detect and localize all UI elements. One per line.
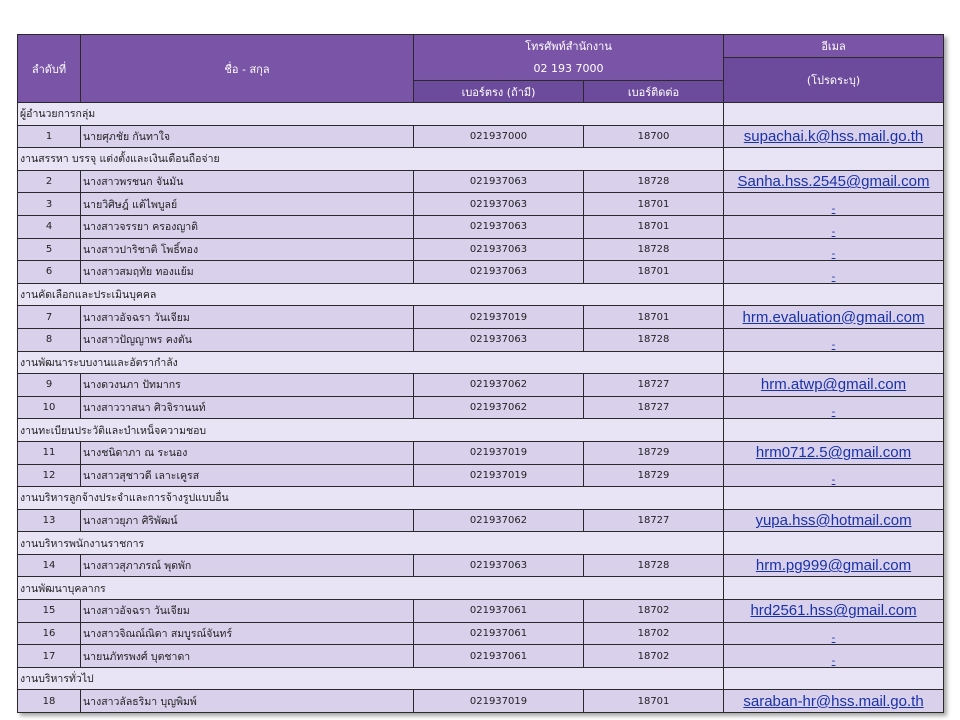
group-title: งานบริหารพนักงานราชการ <box>18 532 414 555</box>
group-empty-cell <box>414 419 584 442</box>
row-extension: 18702 <box>584 645 724 668</box>
row-direct-number: 021937019 <box>414 306 584 329</box>
group-empty-cell <box>584 283 724 306</box>
row-number: 2 <box>18 170 81 193</box>
header-email-note: (โปรดระบุ) <box>724 58 944 103</box>
row-name: นางสาวปัญญาพร คงตัน <box>81 328 414 351</box>
group-empty-cell <box>724 351 944 374</box>
group-row <box>18 667 944 690</box>
row-extension: 18701 <box>584 306 724 329</box>
table-row <box>18 170 944 193</box>
group-empty-cell <box>724 419 944 442</box>
row-direct-number: 021937019 <box>414 441 584 464</box>
group-empty-cell <box>414 487 584 510</box>
row-email-empty: - <box>724 193 944 216</box>
group-title: งานบริหารทั่วไป <box>18 667 414 690</box>
row-email-empty: - <box>724 396 944 419</box>
row-name: นางสาวอัจฉรา วันเจียม <box>81 306 414 329</box>
table-row <box>18 396 944 419</box>
row-extension: 18728 <box>584 238 724 261</box>
row-direct-number: 021937063 <box>414 328 584 351</box>
group-empty-cell <box>414 577 584 600</box>
row-number: 9 <box>18 374 81 397</box>
row-email-link[interactable]: hrm.atwp@gmail.com <box>724 374 944 397</box>
row-number: 15 <box>18 600 81 623</box>
table-row <box>18 193 944 216</box>
row-number: 6 <box>18 261 81 284</box>
row-name: นางชนิดาภา ณ ระนอง <box>81 441 414 464</box>
header-direct-number: เบอร์ตรง (ถ้ามี) <box>414 81 584 103</box>
header-no: ลำดับที่ <box>18 35 81 103</box>
row-email-empty: - <box>724 261 944 284</box>
group-empty-cell <box>584 351 724 374</box>
row-extension: 18729 <box>584 441 724 464</box>
table-row <box>18 554 944 577</box>
row-email-empty: - <box>724 328 944 351</box>
row-email-link[interactable]: yupa.hss@hotmail.com <box>724 509 944 532</box>
row-extension: 18727 <box>584 509 724 532</box>
group-empty-cell <box>414 148 584 171</box>
row-email-link[interactable]: supachai.k@hss.mail.go.th <box>724 125 944 148</box>
row-name: นางสาวสุภาภรณ์ พุดพัก <box>81 554 414 577</box>
row-name: นางสาวลัลธริมา บุญพิมพ์ <box>81 690 414 713</box>
row-email-link[interactable]: hrm.evaluation@gmail.com <box>724 306 944 329</box>
row-email-empty: - <box>724 622 944 645</box>
group-empty-cell <box>724 667 944 690</box>
table-row <box>18 690 944 713</box>
row-number: 10 <box>18 396 81 419</box>
row-extension: 18728 <box>584 170 724 193</box>
row-name: นางสาวพรชนก จันมัน <box>81 170 414 193</box>
row-number: 11 <box>18 441 81 464</box>
row-direct-number: 021937062 <box>414 374 584 397</box>
group-empty-cell <box>414 283 584 306</box>
row-extension: 18701 <box>584 193 724 216</box>
group-empty-cell <box>414 532 584 555</box>
row-email-empty: - <box>724 215 944 238</box>
row-name: นางสาวปาริชาติ โพธิ์ทอง <box>81 238 414 261</box>
row-name: นายนภัทรพงศ์ บุตชาดา <box>81 645 414 668</box>
row-name: นางสาวจิณณ์ณิดา สมบูรณ์จันทร์ <box>81 622 414 645</box>
table-row <box>18 645 944 668</box>
group-row <box>18 419 944 442</box>
group-row <box>18 577 944 600</box>
row-name: นางสาวสมฤทัย ทองแย้ม <box>81 261 414 284</box>
header-office-phone: โทรศัพท์สำนักงาน <box>414 35 724 58</box>
header-extension: เบอร์ติดต่อ <box>584 81 724 103</box>
table-row <box>18 464 944 487</box>
row-direct-number: 021937063 <box>414 215 584 238</box>
row-name: นางสาววาสนา ศิวจิรานนท์ <box>81 396 414 419</box>
group-title: งานพัฒนาระบบงานและอัตรากำลัง <box>18 351 414 374</box>
row-direct-number: 021937062 <box>414 509 584 532</box>
table-row <box>18 328 944 351</box>
row-name: นางสาวจรรยา ครองญาติ <box>81 215 414 238</box>
row-name: นายวิศิษฎ์ แต้ไพบูลย์ <box>81 193 414 216</box>
row-extension: 18700 <box>584 125 724 148</box>
row-email-link[interactable]: hrm0712.5@gmail.com <box>724 441 944 464</box>
group-empty-cell <box>414 667 584 690</box>
row-number: 7 <box>18 306 81 329</box>
row-direct-number: 021937061 <box>414 645 584 668</box>
table-row <box>18 374 944 397</box>
group-empty-cell <box>724 283 944 306</box>
row-email-link[interactable]: Sanha.hss.2545@gmail.com <box>724 170 944 193</box>
group-row <box>18 351 944 374</box>
group-title: งานทะเบียนประวัติและบำเหน็จความชอบ <box>18 419 414 442</box>
row-number: 13 <box>18 509 81 532</box>
group-title: งานคัดเลือกและประเมินบุคคล <box>18 283 414 306</box>
row-extension: 18728 <box>584 554 724 577</box>
row-extension: 18729 <box>584 464 724 487</box>
group-empty-cell <box>584 532 724 555</box>
row-direct-number: 021937063 <box>414 261 584 284</box>
row-number: 3 <box>18 193 81 216</box>
row-name: นายศุภชัย กันทาใจ <box>81 125 414 148</box>
row-email-empty: - <box>724 464 944 487</box>
row-direct-number: 021937019 <box>414 464 584 487</box>
row-extension: 18702 <box>584 600 724 623</box>
row-direct-number: 021937063 <box>414 238 584 261</box>
row-direct-number: 021937063 <box>414 554 584 577</box>
table-row <box>18 215 944 238</box>
row-number: 8 <box>18 328 81 351</box>
group-empty-cell <box>724 532 944 555</box>
group-empty-cell <box>414 103 584 126</box>
row-direct-number: 021937061 <box>414 600 584 623</box>
group-empty-cell <box>414 351 584 374</box>
group-empty-cell <box>584 487 724 510</box>
row-number: 16 <box>18 622 81 645</box>
row-extension: 18728 <box>584 328 724 351</box>
row-email-empty: - <box>724 645 944 668</box>
table-row <box>18 306 944 329</box>
group-row <box>18 532 944 555</box>
row-name: นางดวงนภา ปัทมากร <box>81 374 414 397</box>
row-email-empty: - <box>724 238 944 261</box>
group-empty-cell <box>724 148 944 171</box>
row-extension: 18701 <box>584 690 724 713</box>
group-empty-cell <box>584 103 724 126</box>
header-name: ชื่อ - สกุล <box>81 35 414 103</box>
table-row <box>18 261 944 284</box>
row-direct-number: 021937063 <box>414 193 584 216</box>
group-row <box>18 103 944 126</box>
row-number: 4 <box>18 215 81 238</box>
row-number: 14 <box>18 554 81 577</box>
row-extension: 18702 <box>584 622 724 645</box>
table-row <box>18 509 944 532</box>
group-empty-cell <box>584 577 724 600</box>
table-row <box>18 622 944 645</box>
row-direct-number: 021937000 <box>414 125 584 148</box>
row-direct-number: 021937062 <box>414 396 584 419</box>
row-email-link[interactable]: hrm.pg999@gmail.com <box>724 554 944 577</box>
row-direct-number: 021937019 <box>414 690 584 713</box>
group-empty-cell <box>724 577 944 600</box>
row-email-link[interactable]: hrd2561.hss@gmail.com <box>724 600 944 623</box>
group-row <box>18 148 944 171</box>
row-name: นางสาวสุชาวดี เลาะเคูรส <box>81 464 414 487</box>
row-number: 5 <box>18 238 81 261</box>
group-row <box>18 283 944 306</box>
group-empty-cell <box>584 148 724 171</box>
row-extension: 18727 <box>584 374 724 397</box>
row-number: 18 <box>18 690 81 713</box>
row-extension: 18727 <box>584 396 724 419</box>
row-direct-number: 021937063 <box>414 170 584 193</box>
group-empty-cell <box>724 487 944 510</box>
group-empty-cell <box>724 103 944 126</box>
row-extension: 18701 <box>584 215 724 238</box>
staff-contact-table <box>17 34 944 713</box>
table-row <box>18 125 944 148</box>
row-email-link[interactable]: saraban-hr@hss.mail.go.th <box>724 690 944 713</box>
group-empty-cell <box>584 667 724 690</box>
header-main-number: 02 193 7000 <box>414 58 724 81</box>
row-extension: 18701 <box>584 261 724 284</box>
header-email: อีเมล <box>724 35 944 58</box>
group-row <box>18 487 944 510</box>
row-number: 17 <box>18 645 81 668</box>
table-row <box>18 238 944 261</box>
row-name: นางสาวยุภา ศิริพัฒน์ <box>81 509 414 532</box>
row-number: 1 <box>18 125 81 148</box>
group-title: งานบริหารลูกจ้างประจำและการจ้างรูปแบบอื่น <box>18 487 414 510</box>
group-title: งานสรรหา บรรจุ แต่งตั้งและเงินเดือนถือจ่าย <box>18 148 414 171</box>
group-title: งานพัฒนาบุคลากร <box>18 577 414 600</box>
row-direct-number: 021937061 <box>414 622 584 645</box>
table-row <box>18 441 944 464</box>
table-row <box>18 600 944 623</box>
group-title: ผู้อำนวยการกลุ่ม <box>18 103 414 126</box>
row-name: นางสาวอัจฉรา วันเจียม <box>81 600 414 623</box>
row-number: 12 <box>18 464 81 487</box>
group-empty-cell <box>584 419 724 442</box>
